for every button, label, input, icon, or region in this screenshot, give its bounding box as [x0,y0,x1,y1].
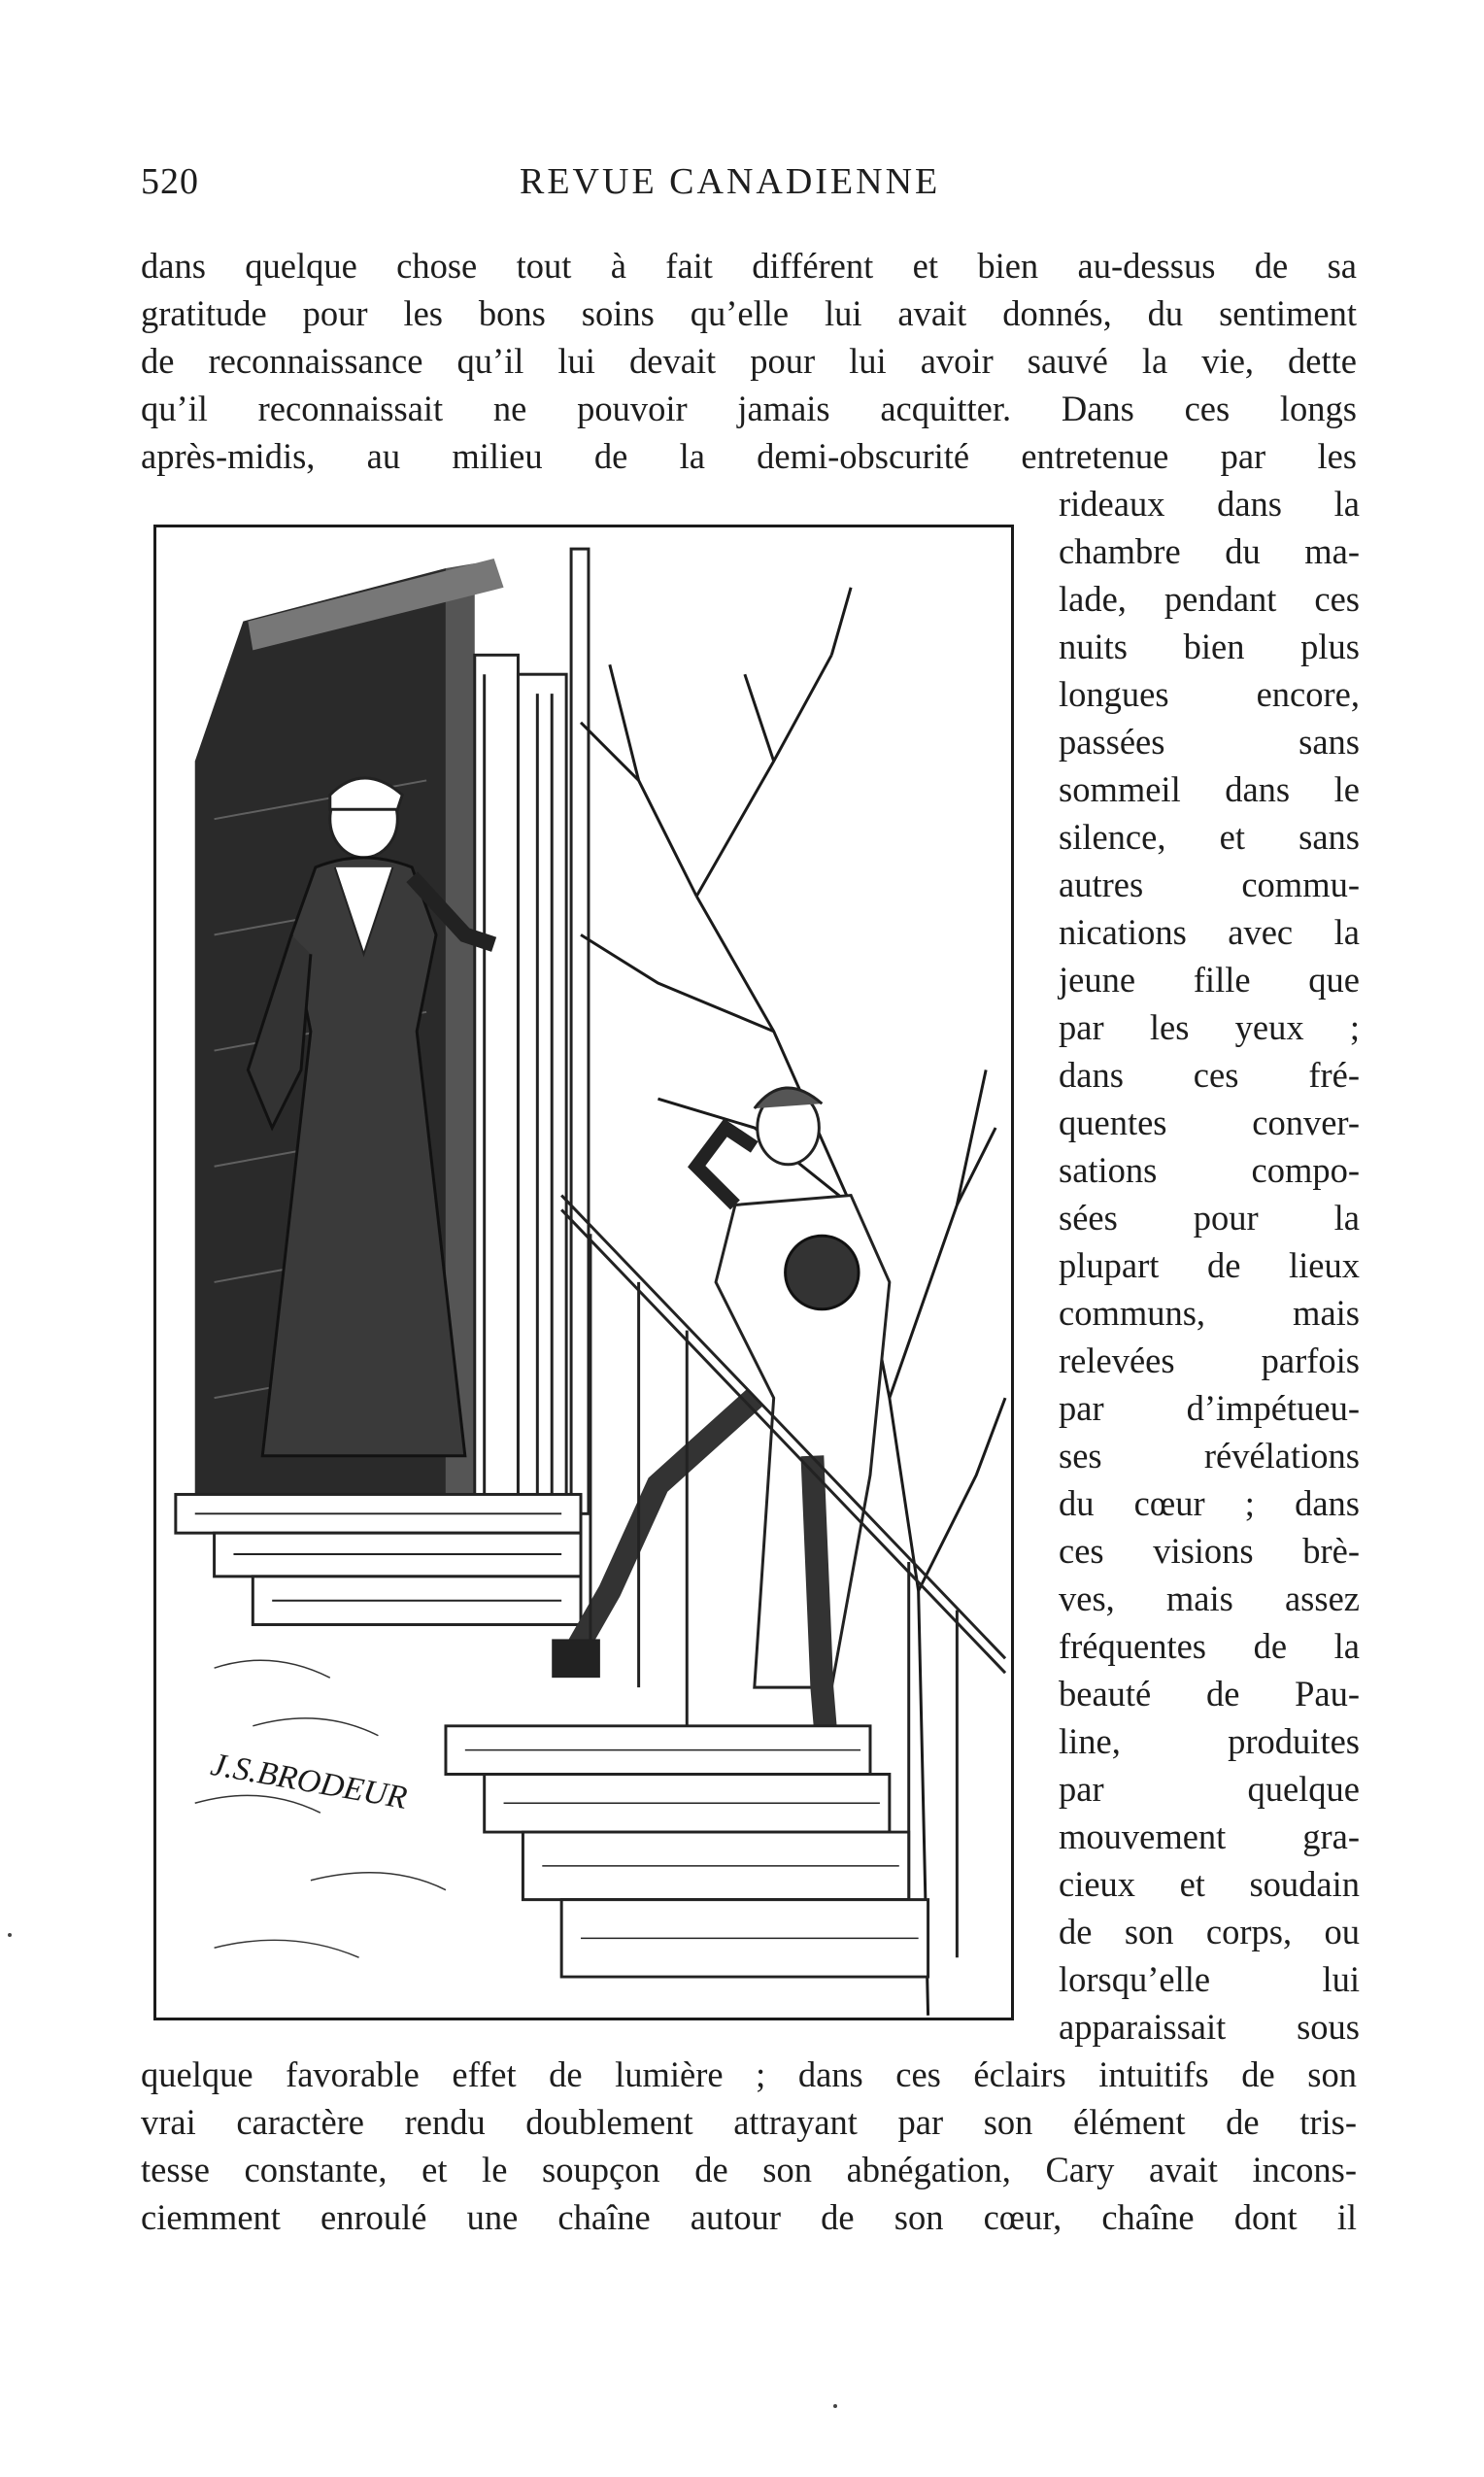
column-line-19: relevées parfois [1059,1340,1360,1380]
column-line-2: chambre du ma- [1059,531,1360,571]
column-line-11: jeune fille que [1059,960,1360,1000]
print-speck [8,1933,12,1937]
column-line-7: sommeil dans le [1059,769,1360,809]
column-line-24: ves, mais assez [1059,1578,1360,1618]
column-line-8: silence, et sans [1059,817,1360,857]
column-line-14: quentes conver- [1059,1103,1360,1142]
column-line-17: plupart de lieux [1059,1245,1360,1285]
artist-signature: J.S.BRODEUR [208,1746,410,1816]
door-steps [176,1494,581,1624]
column-line-30: cieux et soudain [1059,1864,1360,1904]
door-frame [475,549,589,1523]
column-line-6: passées sans [1059,722,1360,762]
column-line-10: nications avec la [1059,912,1360,952]
column-line-25: fréquentes de la [1059,1626,1360,1666]
text-line-top-4: qu’il reconnaissait ne pouvoir jamais acquitter. Dans ces longs [141,389,1357,428]
column-line-33: apparaissait sous [1059,2007,1360,2047]
man-figure [552,1088,890,1822]
column-line-21: ses révélations [1059,1436,1360,1476]
column-line-31: de son corps, ou [1059,1912,1360,1951]
column-line-13: dans ces fré- [1059,1055,1360,1095]
column-line-28: par quelque [1059,1769,1360,1809]
engraving-illustration [153,525,1014,2020]
text-line-top-5: après-midis, au milieu de la demi-obscurité entretenue par les [141,436,1357,476]
text-line-bottom-3: tesse constante, et le soupçon de son abnégation, Cary avait incons- [141,2150,1357,2189]
text-line-top-3: de reconnaissance qu’il lui devait pour lui avoir sauvé la vie, dette [141,341,1357,381]
column-line-15: sations compo- [1059,1150,1360,1190]
page-number: 520 [141,161,199,202]
text-line-bottom-4: ciemment enroulé une chaîne autour de son cœur, chaîne dont il [141,2197,1357,2237]
snow-ground [195,1660,446,1957]
text-line-bottom-1: quelque favorable effet de lumière ; dans ces éclairs intuitifs de son [141,2054,1357,2094]
column-line-9: autres commu- [1059,865,1360,904]
text-line-top-2: gratitude pour les bons soins qu’elle lui avait donnés, du sentiment [141,293,1357,333]
print-speck [833,2404,837,2408]
column-line-26: beauté de Pau- [1059,1674,1360,1714]
column-line-3: lade, pendant ces [1059,579,1360,619]
text-line-bottom-2: vrai caractère rendu doublement attrayant par son élément de tris- [141,2102,1357,2142]
running-head [141,160,1365,209]
column-line-32: lorsqu’elle lui [1059,1959,1360,1999]
column-line-4: nuits bien plus [1059,627,1360,666]
column-line-27: line, produites [1059,1721,1360,1761]
porch-steps [446,1726,928,1977]
column-line-5: longues encore, [1059,674,1360,714]
text-line-top-1: dans quelque chose tout à fait différent et bien au-dessus de sa [141,246,1357,286]
journal-title: REVUE CANADIENNE [520,161,941,202]
column-line-20: par d’impétueu- [1059,1388,1360,1428]
column-line-12: par les yeux ; [1059,1007,1360,1047]
column-line-22: du cœur ; dans [1059,1483,1360,1523]
column-line-1: rideaux dans la [1059,484,1360,524]
column-line-23: ces visions brè- [1059,1531,1360,1571]
column-line-18: communs, mais [1059,1293,1360,1333]
illustration-drawing [156,527,1011,2018]
column-line-16: sées pour la [1059,1198,1360,1238]
column-line-29: mouvement gra- [1059,1816,1360,1856]
